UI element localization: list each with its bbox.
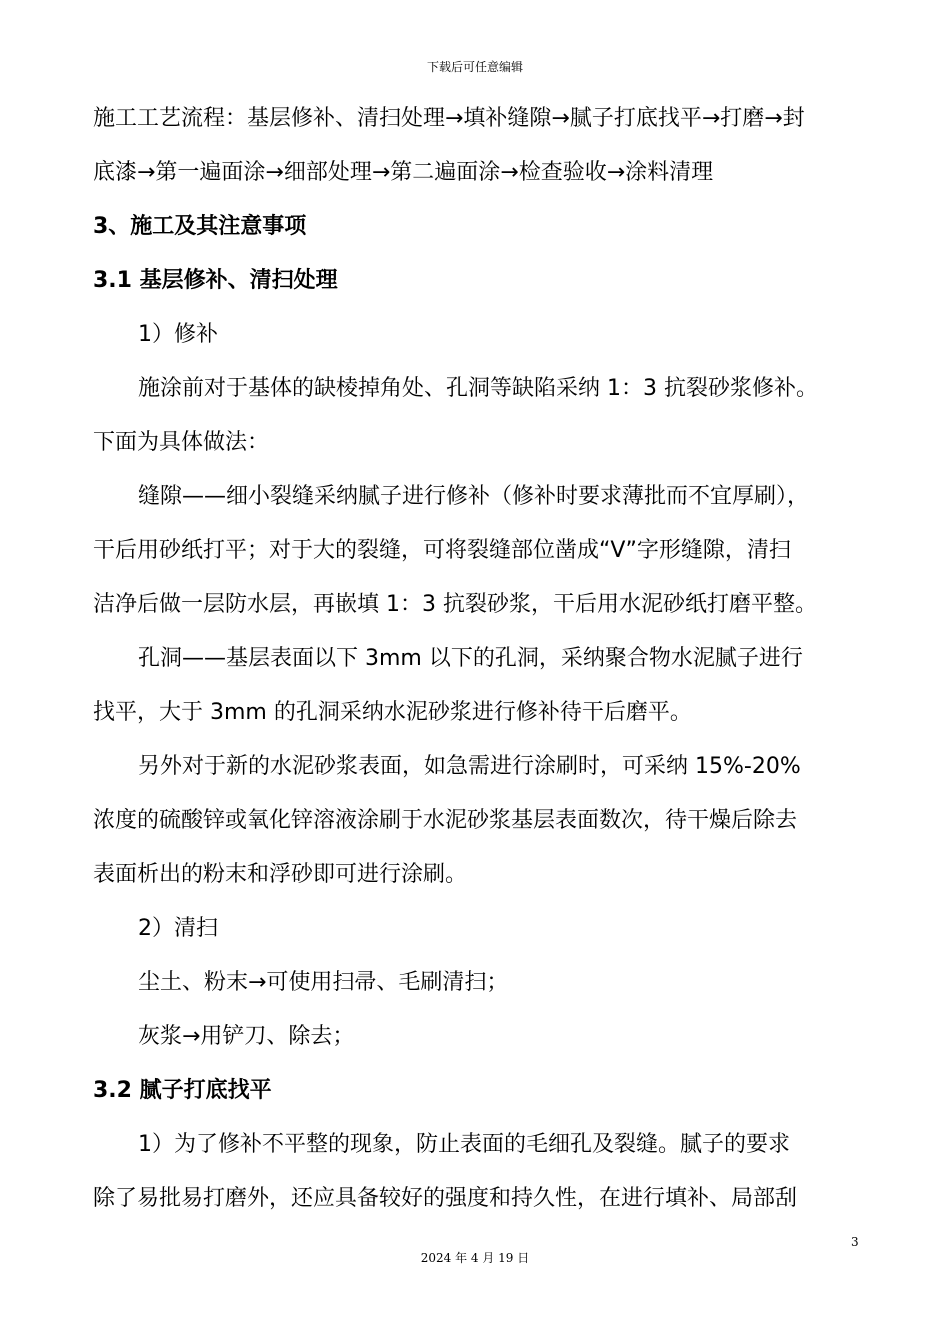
section-heading: 3、施工及其注意事项 (93, 214, 307, 239)
paragraph-line: 除了易批易打磨外，还应具备较好的强度和持久性，在进行填补、局部刮 (93, 1186, 798, 1211)
paragraph-line: 下面为具体做法： (93, 430, 270, 455)
paragraph-line: 孔洞——基层表面以下 3mm 以下的孔洞，采纳聚合物水泥腻子进行 (138, 646, 803, 671)
list-item-label: 1）修补 (138, 322, 218, 347)
paragraph-line: 表面析出的粉末和浮砂即可进行涂刷。 (93, 862, 468, 887)
body-line: 底漆→第一遍面涂→细部处理→第二遍面涂→检查验收→涂料清理 (93, 160, 714, 185)
paragraph-line: 1）为了修补不平整的现象，防止表面的毛细孔及裂缝。腻子的要求 (138, 1132, 790, 1157)
body-line: 施工工艺流程：基层修补、清扫处理→填补缝隙→腻子打底找平→打磨→封 (93, 106, 805, 131)
subsection-heading: 3.1 基层修补、清扫处理 (93, 268, 338, 293)
footer-date: 2024 年 4 月 19 日 (420, 1251, 530, 1265)
list-item-label: 2）清扫 (138, 916, 218, 941)
paragraph-line: 灰浆→用铲刀、除去； (138, 1024, 355, 1049)
header-note: 下载后可任意编辑 (426, 60, 523, 74)
paragraph-line: 缝隙——细小裂缝采纳腻子进行修补（修补时要求薄批而不宜厚刷）， (138, 484, 810, 509)
paragraph-line: 浓度的硫酸锌或氧化锌溶液涂刷于水泥砂浆基层表面数次，待干燥后除去 (93, 808, 798, 833)
paragraph-line: 找平，大于 3mm 的孔洞采纳水泥砂浆进行修补待干后磨平。 (93, 700, 692, 725)
subsection-heading: 3.2 腻子打底找平 (93, 1078, 272, 1103)
paragraph-line: 尘土、粉末→可使用扫帚、毛刷清扫； (138, 970, 509, 995)
paragraph-line: 另外对于新的水泥砂浆表面，如急需进行涂刷时，可采纳 15%-20% (138, 754, 801, 779)
paragraph-line: 施涂前对于基体的缺棱掉角处、孔洞等缺陷采纳 1：3 抗裂砂浆修补。 (138, 376, 818, 401)
paragraph-line: 干后用砂纸打平；对于大的裂缝，可将裂缝部位凿成“V”字形缝隙，清扫 (93, 538, 791, 563)
paragraph-line: 洁净后做一层防水层，再嵌填 1：3 抗裂砂浆，干后用水泥砂纸打磨平整。 (93, 592, 817, 617)
page-number: 3 (851, 1235, 859, 1249)
